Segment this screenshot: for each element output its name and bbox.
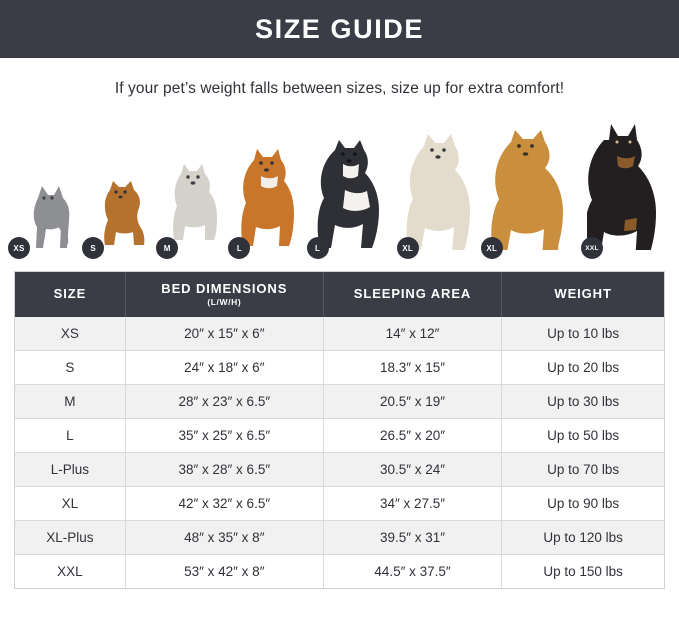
col-header-weight-label: WEIGHT bbox=[554, 286, 612, 302]
table-head bbox=[15, 272, 664, 317]
cell-weight: Up to 120 lbs bbox=[502, 520, 664, 554]
pet-l-shiba bbox=[234, 110, 300, 255]
size-badge-xl-2: XL bbox=[481, 237, 503, 259]
col-header-dimensions-sub: (L/W/H) bbox=[207, 296, 242, 307]
pet-s bbox=[88, 110, 150, 255]
cat-silhouette bbox=[14, 178, 76, 255]
table-row bbox=[15, 317, 664, 351]
table-header-row bbox=[15, 272, 664, 317]
col-header-sleeping-area-label: SLEEPING AREA bbox=[353, 286, 472, 302]
size-badge-xs: XS bbox=[8, 237, 30, 259]
col-header-dimensions-label: BED DIMENSIONS bbox=[161, 281, 288, 296]
doberman-silhouette bbox=[587, 122, 665, 255]
cell-size: XL bbox=[15, 486, 125, 520]
pet-l-collie bbox=[313, 110, 391, 255]
size-table bbox=[15, 272, 664, 588]
cell-weight: Up to 20 lbs bbox=[502, 350, 664, 384]
cell-sleeping: 26.5″ x 20″ bbox=[323, 418, 501, 452]
labrador-silhouette bbox=[403, 132, 475, 255]
table-row bbox=[15, 418, 664, 452]
cell-size: XL-Plus bbox=[15, 520, 125, 554]
size-badge-xxl: XXL bbox=[581, 237, 603, 259]
size-table-wrapper bbox=[14, 271, 665, 589]
table-row bbox=[15, 486, 664, 520]
pet-xl-lab bbox=[403, 110, 475, 255]
col-header-size-label: SIZE bbox=[53, 286, 87, 302]
cell-weight: Up to 150 lbs bbox=[502, 554, 664, 588]
page-header bbox=[0, 0, 679, 58]
cell-size: XS bbox=[15, 317, 125, 351]
col-header-sleeping-area bbox=[323, 272, 501, 317]
table-row bbox=[15, 520, 664, 554]
cell-sleeping: 14″ x 12″ bbox=[323, 317, 501, 351]
cell-weight: Up to 10 lbs bbox=[502, 317, 664, 351]
cell-dimensions: 35″ x 25″ x 6.5″ bbox=[125, 418, 323, 452]
page-title: SIZE GUIDE bbox=[254, 13, 425, 44]
size-badge-s: S bbox=[82, 237, 104, 259]
table-body bbox=[15, 317, 664, 588]
cell-dimensions: 28″ x 23″ x 6.5″ bbox=[125, 384, 323, 418]
pet-xs bbox=[14, 110, 76, 255]
cell-size: XXL bbox=[15, 554, 125, 588]
cell-sleeping: 30.5″ x 24″ bbox=[323, 452, 501, 486]
french-bulldog-silhouette bbox=[162, 160, 222, 255]
cell-weight: Up to 30 lbs bbox=[502, 384, 664, 418]
table-row bbox=[15, 350, 664, 384]
pet-illustration-row bbox=[14, 110, 665, 255]
border-collie-silhouette bbox=[313, 138, 391, 255]
cell-dimensions: 38″ x 28″ x 6.5″ bbox=[125, 452, 323, 486]
cell-size: L bbox=[15, 418, 125, 452]
cell-sleeping: 39.5″ x 31″ bbox=[323, 520, 501, 554]
cell-dimensions: 48″ x 35″ x 8″ bbox=[125, 520, 323, 554]
table-row bbox=[15, 384, 664, 418]
cell-weight: Up to 70 lbs bbox=[502, 452, 664, 486]
table-row bbox=[15, 554, 664, 588]
cell-sleeping: 34″ x 27.5″ bbox=[323, 486, 501, 520]
size-badge-xl: XL bbox=[397, 237, 419, 259]
size-badge-m: M bbox=[156, 237, 178, 259]
cell-dimensions: 24″ x 18″ x 6″ bbox=[125, 350, 323, 384]
golden-retriever-silhouette bbox=[487, 128, 575, 255]
col-header-size bbox=[15, 272, 125, 317]
subtitle-text: If your pet’s weight falls between sizes, size up for extra comfort! bbox=[114, 80, 565, 97]
size-badge-l: L bbox=[228, 237, 250, 259]
cell-weight: Up to 90 lbs bbox=[502, 486, 664, 520]
table-row bbox=[15, 452, 664, 486]
shiba-inu-silhouette bbox=[234, 146, 300, 255]
cell-sleeping: 44.5″ x 37.5″ bbox=[323, 554, 501, 588]
cell-weight: Up to 50 lbs bbox=[502, 418, 664, 452]
col-header-weight bbox=[502, 272, 664, 317]
cell-dimensions: 53″ x 42″ x 8″ bbox=[125, 554, 323, 588]
cell-dimensions: 20″ x 15″ x 6″ bbox=[125, 317, 323, 351]
cell-sleeping: 18.3″ x 15″ bbox=[323, 350, 501, 384]
cell-sleeping: 20.5″ x 19″ bbox=[323, 384, 501, 418]
col-header-dimensions bbox=[125, 272, 323, 317]
cell-size: S bbox=[15, 350, 125, 384]
pet-m bbox=[162, 110, 222, 255]
cell-dimensions: 42″ x 32″ x 6.5″ bbox=[125, 486, 323, 520]
cell-size: L-Plus bbox=[15, 452, 125, 486]
pomeranian-silhouette bbox=[88, 172, 150, 255]
pet-xxl bbox=[587, 110, 665, 255]
cell-size: M bbox=[15, 384, 125, 418]
size-badge-l-2: L bbox=[307, 237, 329, 259]
pet-xl-golden bbox=[487, 110, 575, 255]
